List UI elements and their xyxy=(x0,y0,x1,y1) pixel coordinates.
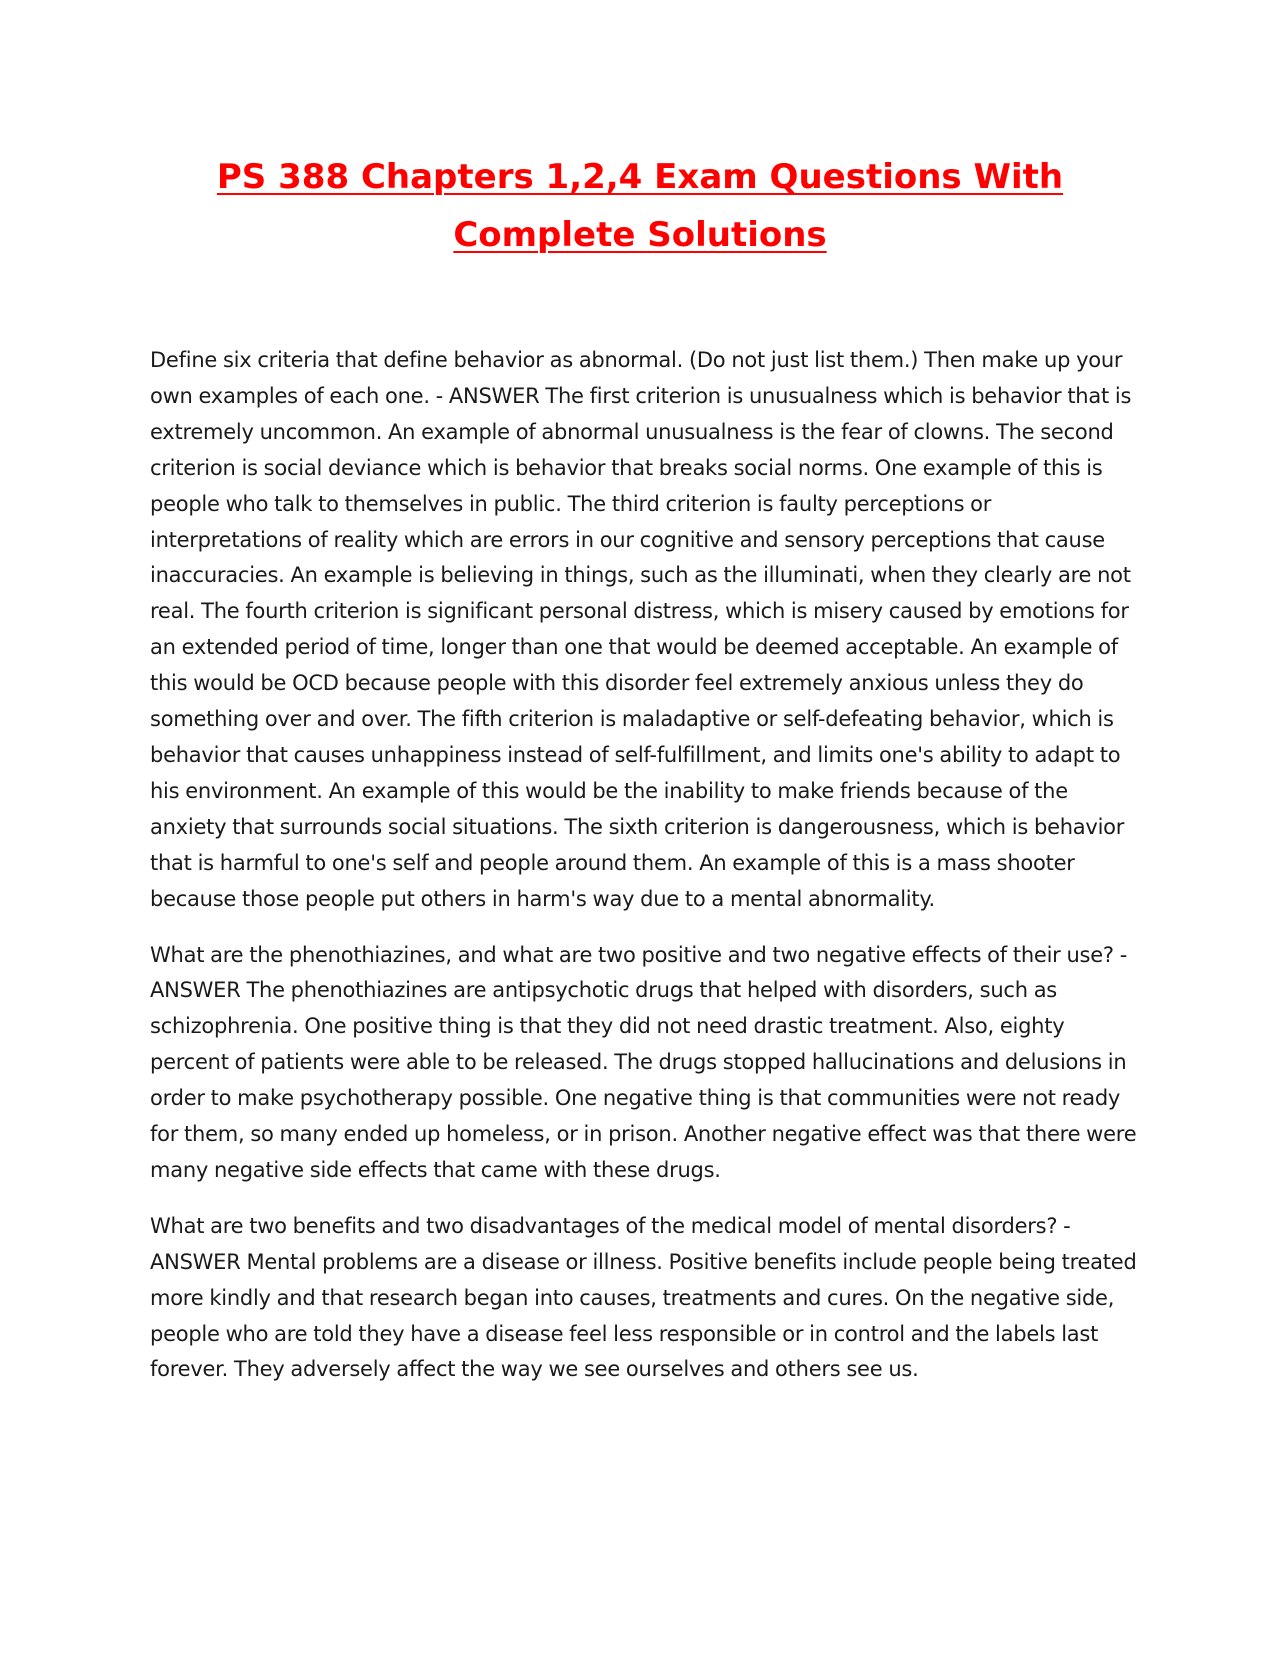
document-title: PS 388 Chapters 1,2,4 Exam Questions With Complete Solutions xyxy=(216,157,1064,255)
document-body xyxy=(150,343,1140,1408)
question-answer-paragraph-3: What are two benefits and two disadvantages of the medical model of mental disorders? - ANSWER Mental problems are a disease or illness. Positive benefits include people being treated more kindly and that research began into causes, treatments and cures. On the negative side, people who are told they have a disease feel less responsible or in control and the labels last forever. They adversely affect the way we see ourselves and others see us. xyxy=(150,1213,1137,1382)
question-answer-paragraph-2: What are the phenothiazines, and what are two positive and two negative effects of their use? - ANSWER The phenothiazines are antipsychotic drugs that helped with disorders, such as schizophrenia. One positive thing is that they did not need drastic treatment. Also, eighty percent of patients were able to be released. The drugs stopped hallucinations and delusions in order to make psychotherapy possible. One negative thing is that communities were not ready for them, so many ended up homeless, or in prison. Another negative effect was that there were many negative side effects that came with these drugs. xyxy=(150,942,1137,1182)
question-answer-paragraph-1: Define six criteria that define behavior as abnormal. (Do not just list them.) Then make up your own examples of each one. - ANSWER The first criterion is unusualness which is behavior that is extremely uncommon. An example of abnormal unusualness is the fear of clowns. The second criterion is social deviance which is behavior that breaks social norms. One example of this is people who talk to themselves in public. The third criterion is faulty perceptions or interpretations of reality which are errors in our cognitive and sensory perceptions that cause inaccuracies. An example is believing in things, such as the illuminati, when they clearly are not real. The fourth criterion is significant personal distress, which is misery caused by emotions for an extended period of time, longer than one that would be deemed acceptable. An example of this would be OCD because people with this disorder feel extremely anxious unless they do something over and over. The fifth criterion is maladaptive or self-defeating behavior, which is behavior that causes unhappiness instead of self-fulfillment, and limits one's ability to adapt to his environment. An example of this would be the inability to make friends because of the anxiety that surrounds social situations. The sixth criterion is dangerousness, which is behavior that is harmful to one's self and people around them. An example of this is a mass shooter because those people put others in harm's way due to a mental abnormality. xyxy=(150,348,1132,911)
